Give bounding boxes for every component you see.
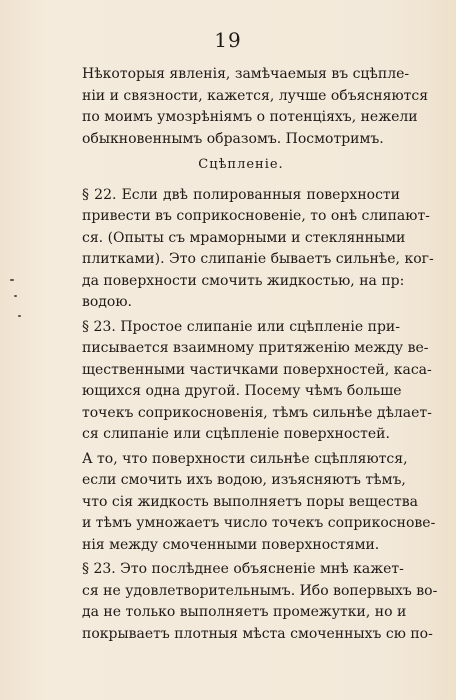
text-line: ся. (Опыты съ мраморными и стеклянными [82,229,406,246]
text-line: § 22. Если двѣ полированныя поверхности [82,186,400,203]
margin-speck [18,315,21,317]
page-number: 19 [214,28,242,52]
paragraph-23 [82,317,432,446]
section-heading: Сцѣпленіе. [198,157,284,172]
text-line: да не только выполняетъ промежутки, но и [82,604,407,620]
text-line: что сія жидкость выполняетъ поры вещества [82,493,418,510]
text-line: § 23. Простое слипаніе или сцѣпленіе при- [82,318,400,335]
text-line: и тѣмъ умножаетъ число точекъ соприкоснове- [82,515,436,531]
text-line: писывается взаимному притяженію между ве- [82,340,429,356]
text-line: ся не удовлетворительнымъ. Ибо вопервыхъ во- [82,582,438,599]
text-line: обыкновеннымъ образомъ. Посмотримъ. [82,130,384,147]
text-line: Нѣкоторыя явленія, замѣчаемыя въ сцѣпле- [82,66,410,82]
text-line: привести въ соприкосновеніе, то онѣ слипают- [82,208,430,224]
text-line: нія между смоченными поверхностями. [82,536,380,553]
text-line: щественными частичками поверхностей, каса- [82,361,432,378]
margin-speck [10,279,14,281]
text-line: § 23. Это послѣднее объясненіе мнѣ кажет- [82,561,404,577]
text-line: точекъ соприкосновенія, тѣмъ сильнѣе дѣлает- [82,404,432,421]
text-line: плитками). Это слипаніе бываетъ сильнѣе, ког- [82,251,434,267]
paragraph-23-second [82,559,438,645]
text-line: ся слипаніе или сцѣпленіе поверхностей. [82,426,390,442]
text-line: ющихся одна другой. Посему чѣмъ больше [82,383,402,399]
text-line: покрываетъ плотныя мѣста смоченныхъ сю по- [82,625,433,642]
paragraph-continuation [82,449,436,557]
intro-paragraph [82,64,429,150]
text-line: водою. [82,294,132,310]
text-line: по моимъ умозрѣніямъ о потенціяхъ, нежели [82,109,418,125]
margin-speck [14,295,17,297]
text-line: А то, что поверхности сильнѣе сцѣпляются, [82,450,408,467]
body-text [82,64,438,645]
paragraph-22 [82,185,434,314]
text-line: ніи и связности, кажется, лучше объясняются [82,87,429,104]
text-line: да поверхности смочить жидкостью, на пр: [82,272,405,289]
text-line: если смочить ихъ водою, изъясняютъ тѣмъ, [82,472,406,488]
